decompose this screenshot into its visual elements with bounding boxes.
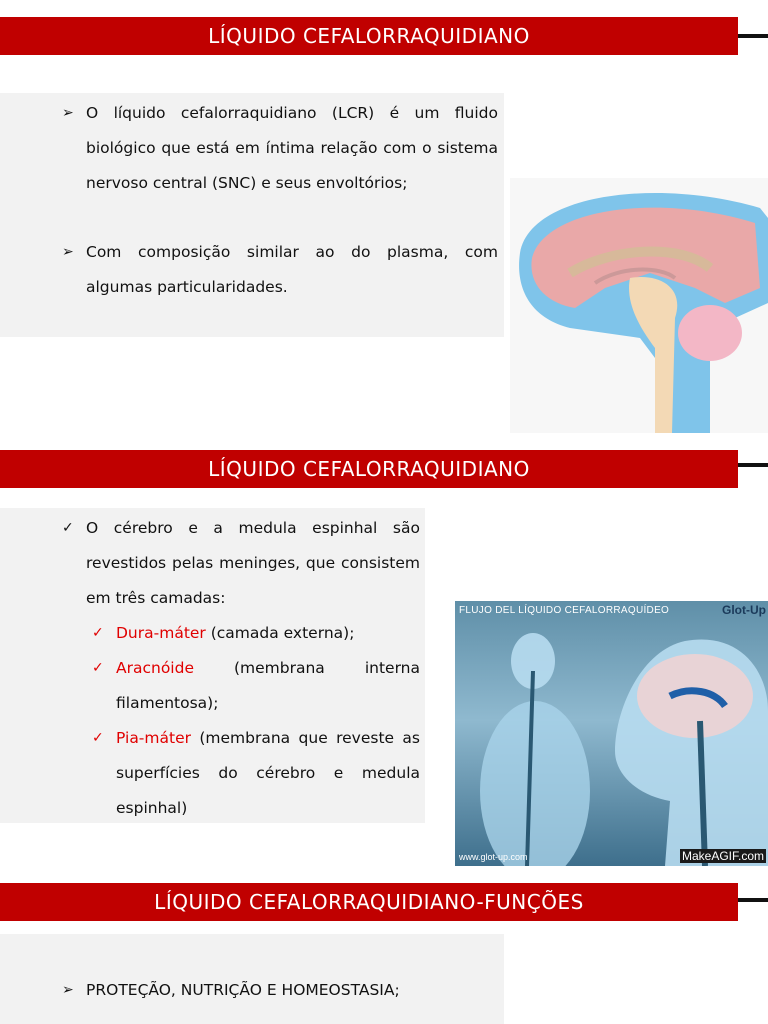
brain-figure xyxy=(637,654,753,738)
section2-list xyxy=(62,511,420,826)
section3-title: LÍQUIDO CEFALORRAQUIDIANO-FUNÇÕES xyxy=(154,890,584,914)
brain-csf-diagram xyxy=(510,178,768,433)
section1-title-banner xyxy=(0,17,738,55)
figure-caption: FLUJO DEL LÍQUIDO CEFALORRAQUÍDEO xyxy=(459,605,670,616)
csf-flow-animation xyxy=(455,601,768,866)
layer-pia-mater xyxy=(62,721,420,826)
layer-term: Dura-máter xyxy=(116,624,206,642)
layer-desc: (camada externa); xyxy=(205,624,355,642)
layer-term: Pia-máter xyxy=(116,729,191,747)
section1-bullet-list xyxy=(62,96,498,305)
section3-bullet-list xyxy=(62,973,498,1008)
check-icon: ✓ xyxy=(92,660,104,676)
section3-banner-line xyxy=(738,898,768,902)
section2-intro-row xyxy=(62,511,420,616)
section1-banner-line xyxy=(738,34,768,38)
body-figure xyxy=(480,701,590,866)
section1-bullet-1-text: O líquido cefalorraquidiano (LCR) é um fluido biológico que está em íntima relação com o sistema nervoso central (SNC) e seus envoltórios; xyxy=(86,104,498,192)
check-icon: ✓ xyxy=(92,730,104,746)
section2-title-banner xyxy=(0,450,738,488)
arrow-bullet-icon: ➢ xyxy=(62,105,74,121)
figure-url: www.glot-up.com xyxy=(459,852,528,862)
section1-bullet-2-text: Com composição similar ao do plasma, com algumas particularidades. xyxy=(86,243,498,296)
check-icon: ✓ xyxy=(92,625,104,641)
layer-desc: (membrana interna filamentosa); xyxy=(116,659,420,712)
section2-intro: O cérebro e a medula espinhal são revestidos pelas meninges, que consistem em três camadas: xyxy=(86,519,420,607)
layer-term: Aracnóide xyxy=(116,659,194,677)
figure-brand: Glot-Up xyxy=(722,603,766,617)
section2-banner-line xyxy=(738,463,768,467)
section3-title-banner xyxy=(0,883,738,921)
section1-title: LÍQUIDO CEFALORRAQUIDIANO xyxy=(208,24,530,48)
arrow-bullet-icon: ➢ xyxy=(62,982,74,998)
cerebellum xyxy=(678,305,742,361)
layer-dura-mater xyxy=(62,616,420,651)
section1-bullet-2 xyxy=(62,235,498,305)
section3-bullet-1 xyxy=(62,973,498,1008)
section3-bullet-1-text: PROTEÇÃO, NUTRIÇÃO E HOMEOSTASIA; xyxy=(86,981,400,999)
layer-aracnoide xyxy=(62,651,420,721)
check-icon: ✓ xyxy=(62,520,74,536)
arrow-bullet-icon: ➢ xyxy=(62,244,74,260)
section1-bullet-1 xyxy=(62,96,498,201)
figure-watermark: MakeAGIF.com xyxy=(681,849,764,863)
section2-title: LÍQUIDO CEFALORRAQUIDIANO xyxy=(208,457,530,481)
layer-desc: (membrana que reveste as superfícies do cérebro e medula espinhal) xyxy=(116,729,420,817)
